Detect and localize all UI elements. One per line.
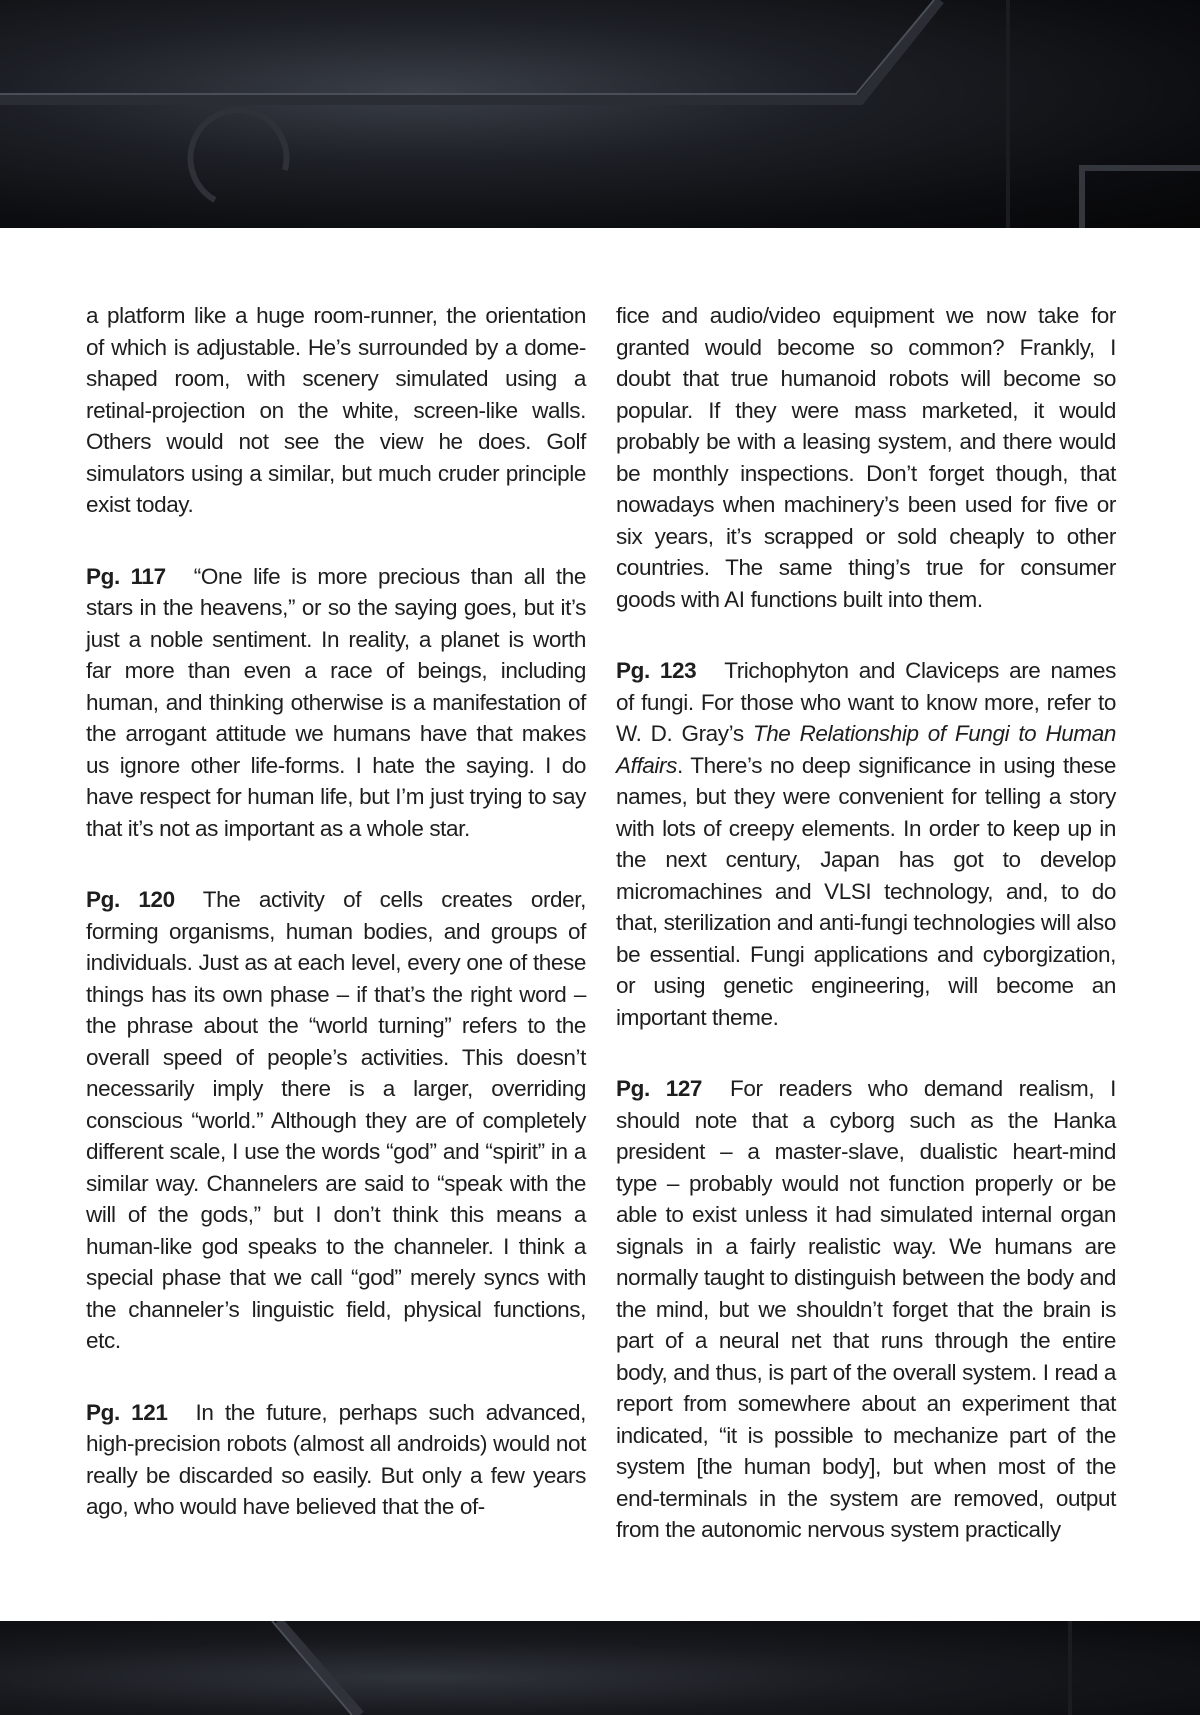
- article-body: [86, 300, 1116, 1540]
- page-reference-label: Pg. 121: [86, 1399, 168, 1425]
- page-reference-label: Pg. 127: [616, 1076, 703, 1101]
- book-title: The Relationship of Fungi to Human Affairs: [616, 721, 1116, 778]
- note-text: The activity of cells creates order, forming organisms, human bodies, and groups of individuals. Just as at each level, every one of these things has its own phase – if that’s the right word – the phrase about the “world turning” refers to the overall speed of people’s activities. This doesn’t necessarily imply there is a larger, overriding conscious “world.” Although they are of completely different scale, I use the words “god” and “spirit” in a similar way. Channelers are said to “speak with the will of the gods,” but I don’t think this means a human-like god speaks to the channeler. I think a special phase that we call “god” merely syncs with the channeler’s linguistic field, physical functions, etc.: [86, 887, 586, 1353]
- banner-ornament: [0, 1621, 1200, 1715]
- note-text: . There’s no deep significance in using these names, but they were convenient for telling a story with lots of creepy elements. In order to keep up in the next century, Japan has got to develop micromachines and VLSI technology, and, to do that, sterilization and anti-fungi technologies will also be essential. Fungi applications and cyborgization, or using genetic engineering, will become an important theme.: [616, 752, 1116, 1030]
- note-text: Trichophyton and Claviceps are names of fungi. For those who want to know more, refer to W. D. Gray’s: [616, 658, 1116, 746]
- top-banner: [0, 0, 1200, 228]
- page-reference-label: Pg. 117: [86, 563, 166, 589]
- paragraph-continued: a platform like a huge room-runner, the orientation of which is adjustable. He’s surrounded by a dome-shaped room, with scenery simulated using a retinal-projection on the white, screen-like walls. Others would not see the view he does. Golf simulators using a similar, but much cruder principle exist today.: [86, 303, 586, 517]
- note-pg-127: [616, 1073, 1116, 1546]
- banner-ornament: [0, 0, 1200, 228]
- note-text: “One life is more precious than all the stars in the heavens,” or so the saying goes, but it’s just a noble sentiment. In reality, a planet is worth far more than even a race of beings, including human, and thinking otherwise is a manifestation of the arrogant attitude we humans have that makes us ignore other life-forms. I hate the saying. I do have respect for human life, but I’m just trying to say that it’s not as important as a whole star.: [86, 563, 586, 841]
- note-pg-121: [86, 1397, 586, 1523]
- paragraph-continued: fice and audio/video equipment we now take for granted would become so common? Frankly, I doubt that true humanoid robots will become so popular. If they were mass marketed, it would probably be with a leasing system, and there would be monthly inspections. Don’t forget though, that nowadays when machinery’s been used for five or six years, it’s scrapped or sold cheaply to other countries. The same thing’s true for consumer goods with AI functions built into them.: [616, 303, 1116, 612]
- left-column: [86, 300, 586, 1540]
- bottom-banner: [0, 1621, 1200, 1715]
- note-pg-120: [86, 884, 586, 1357]
- note-pg-117: [86, 561, 586, 845]
- page-reference-label: Pg. 120: [86, 887, 175, 912]
- page-reference-label: Pg. 123: [616, 658, 697, 683]
- note-text: For readers who demand realism, I should note that a cyborg such as the Hanka president – a master-slave, dualistic heart-mind type – probably would not function properly or be able to exist unless it had simulated internal organ signals in a fairly realistic way. We humans are normally taught to distinguish between the body and the mind, but we shouldn’t forget that the brain is part of a neural net that runs through the entire body, and thus, is part of the overall system. I read a report from somewhere about an experiment that indicated, “it is possible to mechanize part of the system [the human body], but when most of the end-terminals in the system are removed, output from the autonomic nervous system practically: [616, 1076, 1116, 1542]
- note-pg-123: [616, 655, 1116, 1033]
- note-text: In the future, perhaps such advanced, high-precision robots (almost all androids) would not really be discarded so easily. But only a few years ago, who would have believed that the of-: [86, 1399, 586, 1519]
- right-column: [616, 300, 1116, 1540]
